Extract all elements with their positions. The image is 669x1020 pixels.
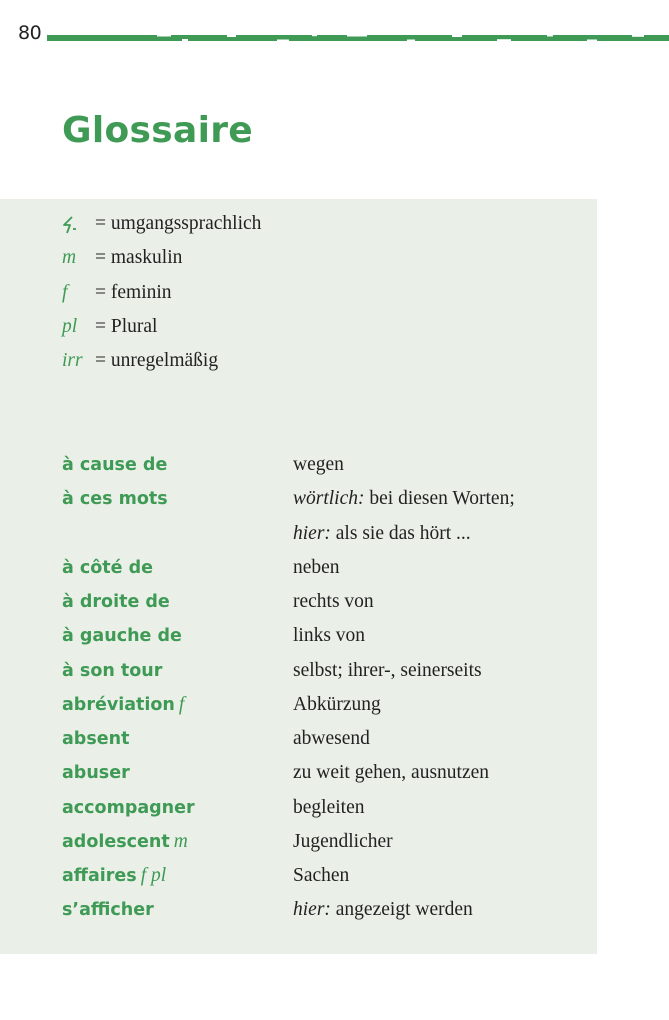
glossary-entry: [62, 654, 592, 688]
entry-translation: [293, 448, 344, 482]
entry-term-text: à côté de: [62, 557, 154, 578]
legend-row: [62, 241, 182, 275]
glossary-entry: [62, 859, 592, 893]
entry-term: [62, 791, 195, 825]
entry-grammar: f pl: [140, 865, 167, 886]
entry-translation-text: Jugendlicher: [293, 830, 393, 852]
entry-term: [62, 619, 182, 653]
entry-translation-text: bei diesen Worten;: [364, 488, 515, 510]
legend-text: = Plural: [95, 315, 158, 337]
entry-translation: [293, 517, 471, 551]
entry-translation-text: selbst; ihrer-, seinerseits: [293, 659, 482, 681]
entry-term: [62, 482, 168, 516]
entry-grammar: f: [178, 693, 185, 715]
entry-translation: [293, 482, 515, 516]
entry-translation: [293, 688, 381, 722]
entry-term-text: adolescent: [62, 831, 170, 852]
entry-term-text: accompagner: [62, 797, 195, 818]
entry-note: wörtlich:: [293, 488, 365, 510]
entry-translation: [293, 619, 365, 653]
entry-translation: [293, 791, 364, 825]
entry-note: hier:: [293, 522, 331, 544]
entry-translation-text: Sachen: [293, 865, 350, 886]
entry-term-text: à gauche de: [62, 626, 182, 647]
entry-term-text: affaires: [62, 866, 137, 886]
entry-translation-text: rechts von: [293, 591, 374, 612]
entry-translation: [293, 654, 482, 688]
page-title: Glossaire: [62, 110, 253, 151]
entry-translation: [293, 585, 374, 619]
entry-term-text: à droite de: [62, 592, 170, 612]
legend-text: = umgangssprachlich: [95, 213, 262, 234]
glossary-entry: [62, 722, 592, 756]
entry-note: hier:: [293, 899, 331, 921]
legend-row: [62, 276, 172, 310]
entry-translation-text: angezeigt werden: [330, 899, 473, 921]
lightning-icon: [62, 207, 95, 241]
glossary-entry: [62, 517, 592, 551]
entry-translation: [293, 722, 370, 756]
entry-term-text: absent: [62, 729, 130, 749]
glossary-entry: [62, 825, 592, 859]
entry-term-text: abréviation: [62, 694, 175, 715]
glossary-entry: [62, 893, 592, 927]
entry-term: [62, 893, 154, 927]
legend-symbol: f: [62, 281, 68, 303]
legend-row: [62, 207, 261, 241]
entry-term-text: abuser: [62, 763, 130, 784]
entry-translation: [293, 756, 489, 790]
header-rule: [47, 35, 669, 41]
legend-text: = feminin: [95, 281, 172, 303]
legend-symbol: m: [62, 247, 77, 269]
legend-row: [62, 310, 157, 344]
entry-term: [62, 551, 153, 585]
glossary-entry: [62, 619, 592, 653]
entry-term: [62, 688, 184, 722]
glossary-entry: [62, 551, 592, 585]
entry-translation-text: begleiten: [293, 796, 365, 818]
entry-term: [62, 859, 166, 893]
entry-translation-text: abwesend: [293, 728, 370, 749]
entry-term-text: à son tour: [62, 660, 163, 681]
entry-translation-text: Abkürzung: [293, 693, 381, 715]
entry-term: [62, 585, 170, 619]
glossary-entry: [62, 585, 592, 619]
entry-term: [62, 825, 188, 859]
glossary-entry: [62, 482, 592, 516]
glossary-entry: [62, 448, 592, 482]
legend-row: [62, 344, 218, 378]
entry-term: [62, 722, 129, 756]
legend-symbol: pl: [62, 315, 78, 337]
glossary-entry: [62, 791, 592, 825]
entry-translation-text: neben: [293, 556, 340, 578]
entry-translation-text: als sie das hört ...: [330, 522, 471, 544]
entry-term: [62, 448, 167, 482]
legend-symbol: irr: [62, 350, 83, 372]
page-number: 80: [18, 22, 42, 44]
entry-grammar: m: [173, 830, 188, 852]
entry-term-text: s’afficher: [62, 900, 154, 921]
entry-translation-text: zu weit gehen, ausnutzen: [293, 762, 490, 784]
entry-translation-text: wegen: [293, 454, 344, 475]
entry-translation-text: links von: [293, 625, 366, 647]
entry-translation: [293, 893, 473, 927]
entry-term: [62, 756, 130, 790]
glossary-entry: [62, 688, 592, 722]
glossary-entry: [62, 756, 592, 790]
entry-term-text: à cause de: [62, 455, 168, 475]
entry-translation: [293, 825, 393, 859]
legend-text: = unregelmäßig: [95, 350, 219, 372]
entry-term-text: à ces mots: [62, 489, 168, 510]
entry-translation: [293, 859, 349, 893]
legend-text: = maskulin: [95, 247, 183, 269]
entry-term: [62, 654, 162, 688]
entry-translation: [293, 551, 340, 585]
